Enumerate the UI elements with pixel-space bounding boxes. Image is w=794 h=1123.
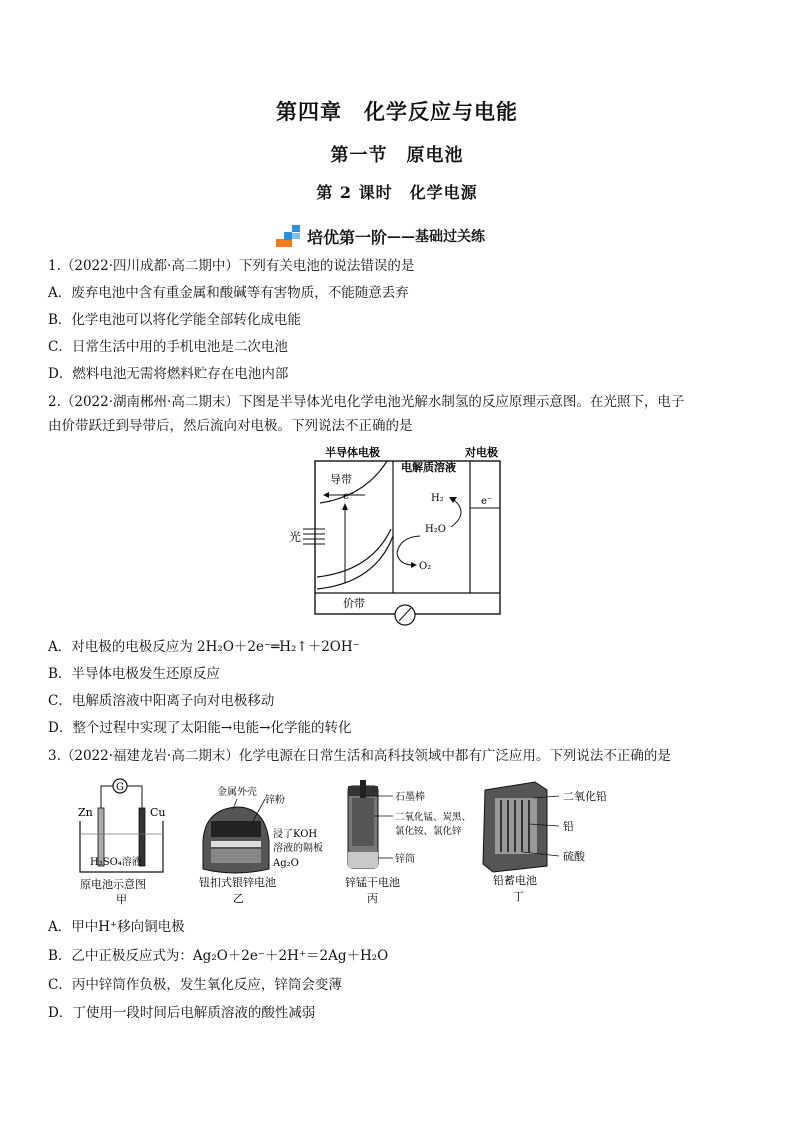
button-cell-caption: 钮扣式银锌电池 [199,876,276,889]
question-1-stem: 1.（2022·四川成都·高二期中）下列有关电池的说法错误的是 [48,258,415,274]
question-2-option-d: D．整个过程中实现了太阳能→电能→化学能的转化 [48,720,352,736]
section-title: 第一节 原电池 [330,145,464,166]
paste-label-1: 二氧化锰、炭黑、 [395,812,472,823]
zn-label: Zn [78,806,93,819]
question-1-option-a: A．废弃电池中含有重金属和酸碱等有害物质，不能随意丢弃 [48,285,409,301]
counter-electrode-label: 对电极 [465,446,498,459]
valence-band-label: 价带 [343,597,365,610]
lead-acid-letter: 丁 [513,890,524,903]
question-2-stem-line1: 2.（2022·湖南郴州·高二期末）下图是半导体光电化学电池光解水制氢的反应原理示意图。在光照下，电子 [48,394,685,410]
dry-cell-diagram [338,776,473,911]
o2-label: O₂ [419,561,432,572]
question-3-option-c: C．丙中锌筒作负极，发生氧化反应，锌筒会变薄 [48,977,342,993]
sulfuric-acid-label: 硫酸 [563,850,585,863]
galvanic-letter: 甲 [116,893,127,906]
button-cell-letter: 乙 [233,892,244,905]
question-3-option-d: D．丁使用一段时间后电解质溶液的酸性减弱 [48,1005,316,1021]
question-2-option-c: C．电解质溶液中阳离子向对电极移动 [48,693,275,709]
ag2o-label: Ag₂O [273,858,299,869]
metal-shell-label: 金属外壳 [217,787,257,798]
separator-label-1: 浸了KOH [273,829,318,840]
button-cell-body [203,807,269,873]
galvanic-cell-diagram [70,776,180,906]
h2o-label: H₂O [425,524,446,535]
valence-band-curve-upper [317,529,391,577]
light-label: 光 [289,530,302,544]
dry-cell-letter: 丙 [367,892,378,905]
question-3-option-b: B．乙中正极反应式为：Ag₂O＋2e⁻＋2H⁺＝2Ag＋H₂O [48,948,389,964]
h2-label: H₂ [431,493,444,504]
question-3-stem: 3.（2022·福建龙岩·高二期末）化学电源在日常生活和高科技领域中都有广泛应用。下列说法不正确的是 [48,748,671,764]
galvanic-caption: 原电池示意图 [80,878,146,891]
photoelectrochemical-cell-diagram [285,441,505,631]
counter-electron-label: e⁻ [481,496,493,507]
h2o-to-o2-arrow [397,536,420,565]
h2o-to-h2-arrow [451,499,461,527]
light-arrows [303,529,325,544]
pb-label: 铅 [563,820,574,833]
zinc-can-label: 锌筒 [395,854,415,865]
question-1-option-b: B．化学电池可以将化学能全部转化成电能 [48,312,301,328]
zinc-powder-label: 锌粉 [265,795,285,806]
question-2-option-b: B．半导体电极发生还原反应 [48,666,220,682]
galvanometer-label: G [116,782,124,793]
lead-acid-caption: 铅蓄电池 [493,874,537,887]
stage-subtitle: ——基础过关练 [387,229,486,245]
graphite-label: 石墨棒 [395,792,425,803]
stairs-icon [275,223,301,249]
dry-cell-caption: 锌锰干电池 [345,876,400,889]
electrolyte-label: H₂SO₄溶液 [90,857,142,868]
semiconductor-label: 半导体电极 [325,446,380,459]
lead-acid-battery-diagram [475,776,625,906]
pbo2-label: 二氧化铅 [563,790,607,803]
electron-label: e⁻ [343,491,355,502]
question-1-option-d: D．燃料电池无需将燃料贮存在电池内部 [48,366,289,382]
question-1-option-c: C．日常生活中用的手机电池是二次电池 [48,339,288,355]
conduction-band-label: 导带 [330,473,352,486]
chapter-title: 第四章 化学反应与电能 [276,99,518,124]
separator-label-2: 溶液的隔板 [273,843,323,854]
button-cell-diagram [195,781,325,906]
stage-heading [275,222,485,250]
cu-label: Cu [150,806,166,819]
paste-label-2: 氯化铵、氯化锌 [395,826,462,837]
question-2-stem-line2: 由价带跃迁到导带后，然后流向对电极。下列说法不正确的是 [48,418,413,434]
electrolyte-label: 电解质溶液 [401,461,456,474]
lesson-title: 第 2 课时 化学电源 [316,183,478,202]
question-3-option-a: A．甲中H⁺移向铜电极 [48,919,185,935]
question-2-option-a: A．对电极的电极反应为 2H₂O＋2e⁻═H₂↑＋2OH⁻ [48,639,360,655]
stage-title: 培优第一阶 [307,227,388,247]
